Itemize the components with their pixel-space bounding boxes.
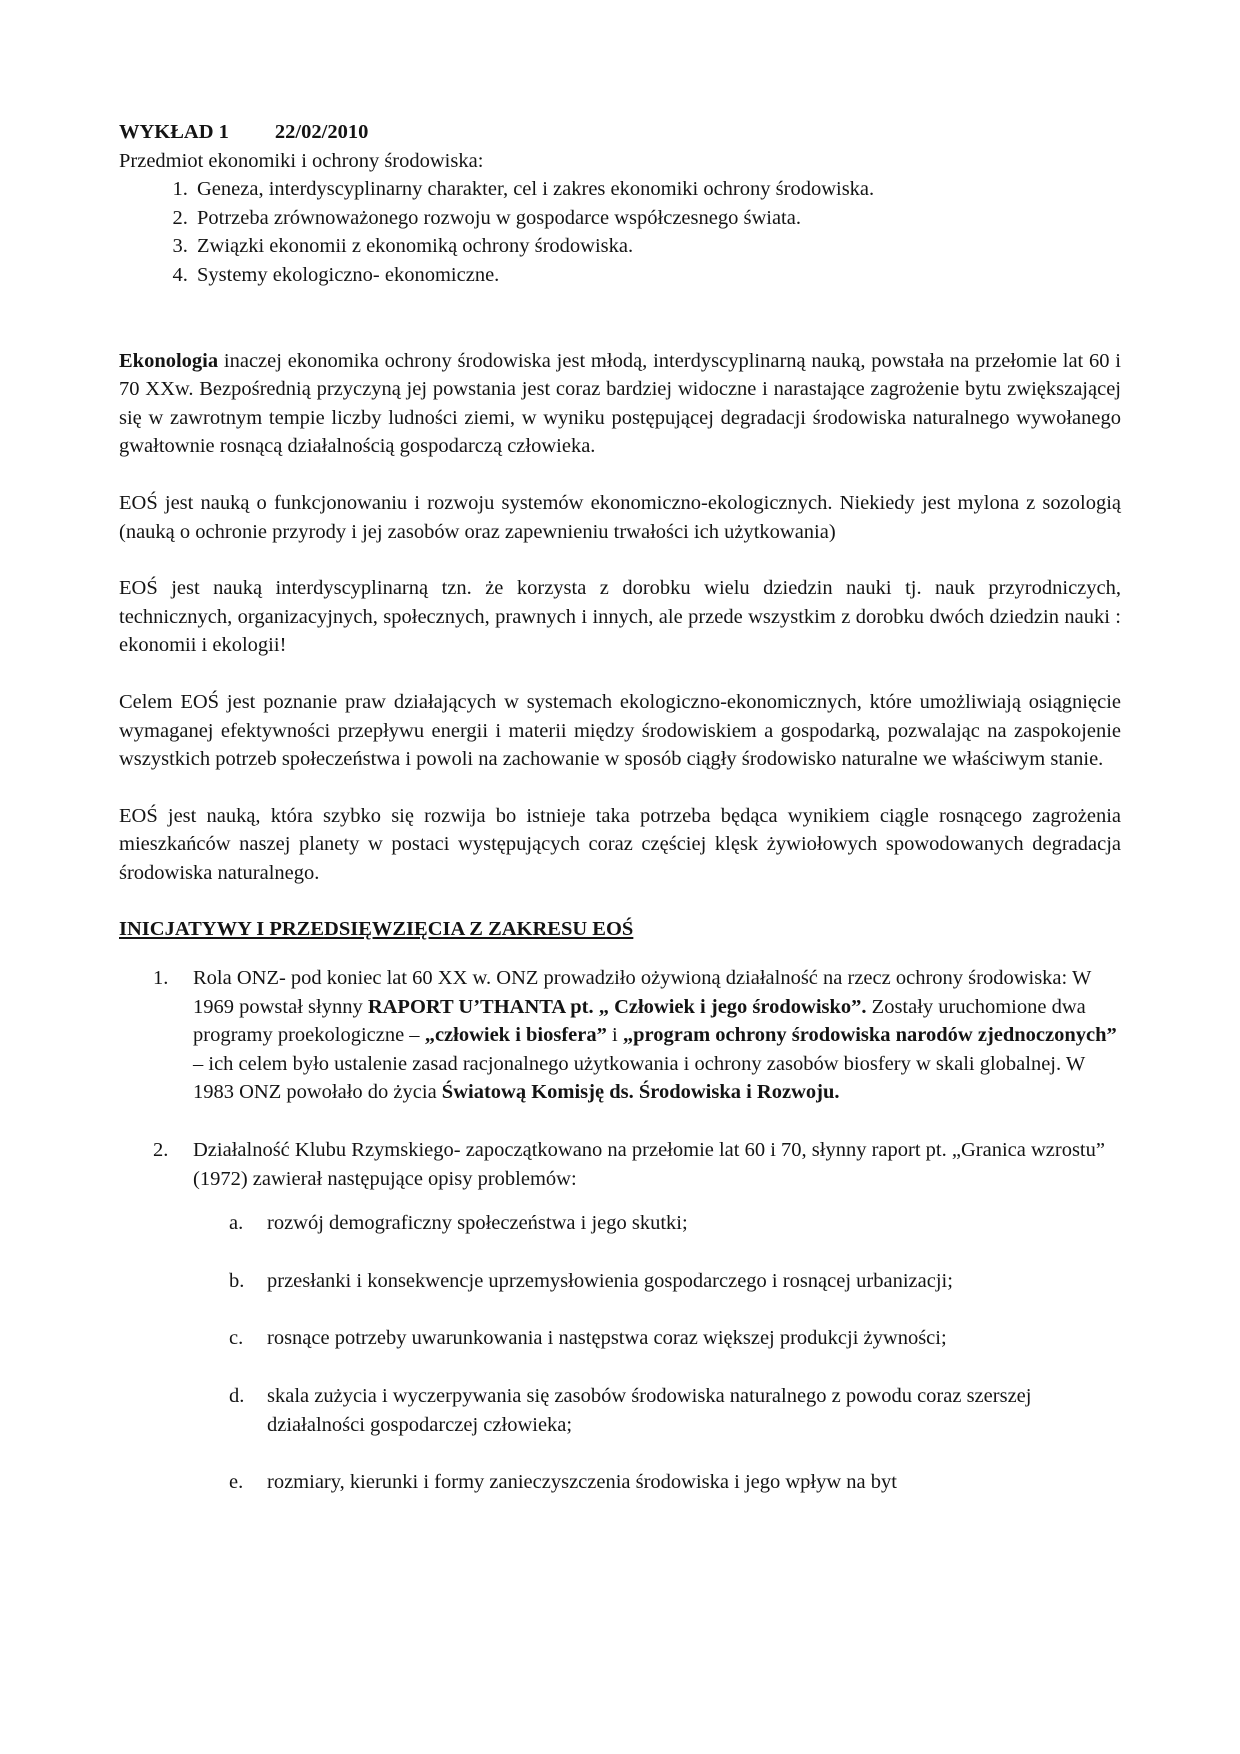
problem-item (229, 1382, 1121, 1439)
item-letter: e. (229, 1471, 244, 1494)
document-page (119, 118, 1121, 1497)
paragraph-ekonologia (119, 347, 1121, 461)
item-number: 2. (153, 1139, 169, 1162)
bold-text: RAPORT U’THANTA pt. „ Człowiek i jego środowisko”. (367, 995, 867, 1018)
term-ekonologia: Ekonologia (119, 349, 219, 372)
item-text: Działalność Klubu Rzymskiego- zapoczątkowano na przełomie lat 60 i 70, słynny raport pt. „Granica wzrostu” (1972) zawierał następujące opisy problemów: (193, 1139, 1105, 1190)
lecture-header (119, 118, 1121, 147)
item-text: i (606, 1024, 623, 1047)
subject-line: Przedmiot ekonomiki i ochrony środowiska: (119, 149, 484, 172)
initiatives-list (119, 964, 1121, 1497)
topic-item: 4. Systemy ekologiczno- ekonomiczne. (193, 261, 1121, 290)
topic-item: 1. Geneza, interdyscyplinarny charakter, cel i zakres ekonomiki ochrony środowiska. (193, 175, 1121, 204)
paragraph-eos-definition: EOŚ jest nauką o funkcjonowaniu i rozwoju systemów ekonomiczno-ekologicznych. Niekiedy jest mylona z sozologią (nauką o ochronie przyrody i jej zasobów oraz zapewnieniu trwałości ich użytkowania) (119, 491, 1121, 543)
topics-list (119, 175, 1121, 289)
bold-text: Światową Komisję ds. Środowiska i Rozwoju. (441, 1081, 840, 1104)
item-letter: a. (229, 1212, 244, 1235)
item-letter: b. (229, 1269, 245, 1292)
item-text: – ich celem było ustalenie zasad racjonalnego użytkowania i ochrony zasobów biosfery w skali globalnej. W 1983 ONZ powołało do życia (193, 1052, 1085, 1104)
problem-item (229, 1324, 1121, 1353)
problem-item (229, 1267, 1121, 1296)
item-letter: d. (229, 1385, 245, 1407)
topic-item: 3. Związki ekonomii z ekonomiką ochrony środowiska. (193, 232, 1121, 261)
problem-text: rosnące potrzeby uwarunkowania i następstwa coraz większej produkcji żywności; (267, 1327, 947, 1350)
item-text: Rola ONZ- pod koniec lat 60 XX w. ONZ prowadziło ożywioną działalność na rzecz ochrony środowiska: W 1969 powstał słynny (193, 967, 1091, 1018)
paragraph-eos-development: EOŚ jest nauką, która szybko się rozwija bo istnieje taka potrzeba będąca wynikiem ciągle rosnącego zagrożenia mieszkańców naszej planety w postaci występujących coraz częściej klęsk żywiołowych spowodowanych degradacja środowiska naturalnego. (119, 804, 1121, 884)
topic-item: 2. Potrzeba zrównoważonego rozwoju w gospodarce współczesnego świata. (193, 204, 1121, 233)
initiative-item (153, 964, 1121, 1107)
problem-text: przesłanki i konsekwencje uprzemysłowienia gospodarczego i rosnącej urbanizacji; (267, 1269, 953, 1292)
item-letter: c. (229, 1327, 244, 1350)
lecture-date: 22/02/2010 (274, 121, 369, 143)
problem-text: rozwój demograficzny społeczeństwa i jego skutki; (267, 1212, 688, 1235)
paragraph-text: inaczej ekonomika ochrony środowiska jest młodą, interdyscyplinarną nauką, powstała na przełomie lat 60 i 70 XXw. Bezpośrednią przyczyną jej powstania jest coraz bardziej widoczne i narastające zagrożenie bytu zwiększającej się w zawrotnym tempie liczby ludności ziemi, w wyniku postępującej degradacji środowiska naturalnego wywołanego gwałtownie rosnącą działalnością gospodarczą człowieka. (119, 349, 1121, 458)
bold-text: „program ochrony środowiska narodów zjednoczonych” (622, 1024, 1117, 1047)
bold-text: „człowiek i biosfera” (424, 1024, 607, 1047)
item-text: Zostały uruchomione dwa programy proekologiczne – (193, 995, 1086, 1047)
section-title: INICJATYWY I PRZEDSIĘWZIĘCIA Z ZAKRESU EOŚ (119, 918, 634, 941)
initiative-item (153, 1136, 1121, 1497)
paragraph-eos-goal: Celem EOŚ jest poznanie praw działających w systemach ekologiczno-ekonomicznych, które umożliwiają osiągnięcie wymaganej efektywności przepływu energii i materii między środowiskiem a gospodarką, pozwalając na zaspokojenie wszystkich potrzeb społeczeństwa i powoli na zachowanie w sposób ciągły środowisko naturalne we właściwym stanie. (119, 690, 1121, 771)
paragraph-eos-interdisciplinary: EOŚ jest nauką interdyscyplinarną tzn. że korzysta z dorobku wielu dziedzin nauki tj. nauk przyrodniczych, technicznych, organizacyjnych, społecznych, prawnych i innych, ale przede wszystkim z dorobku dwóch dziedzin nauki : ekonomii i ekologii! (119, 577, 1121, 657)
problem-text: rozmiary, kierunki i formy zanieczyszczenia środowiska i jego wpływ na byt (267, 1471, 897, 1494)
problem-item (229, 1468, 1121, 1497)
problems-list (193, 1209, 1121, 1497)
problem-item (229, 1209, 1121, 1238)
problem-text: skala zużycia i wyczerpywania się zasobów środowiska naturalnego z powodu coraz szerszej działalności gospodarczej człowieka; (267, 1385, 1032, 1436)
item-number: 1. (153, 967, 169, 990)
lecture-title: WYKŁAD 1 (119, 121, 229, 143)
